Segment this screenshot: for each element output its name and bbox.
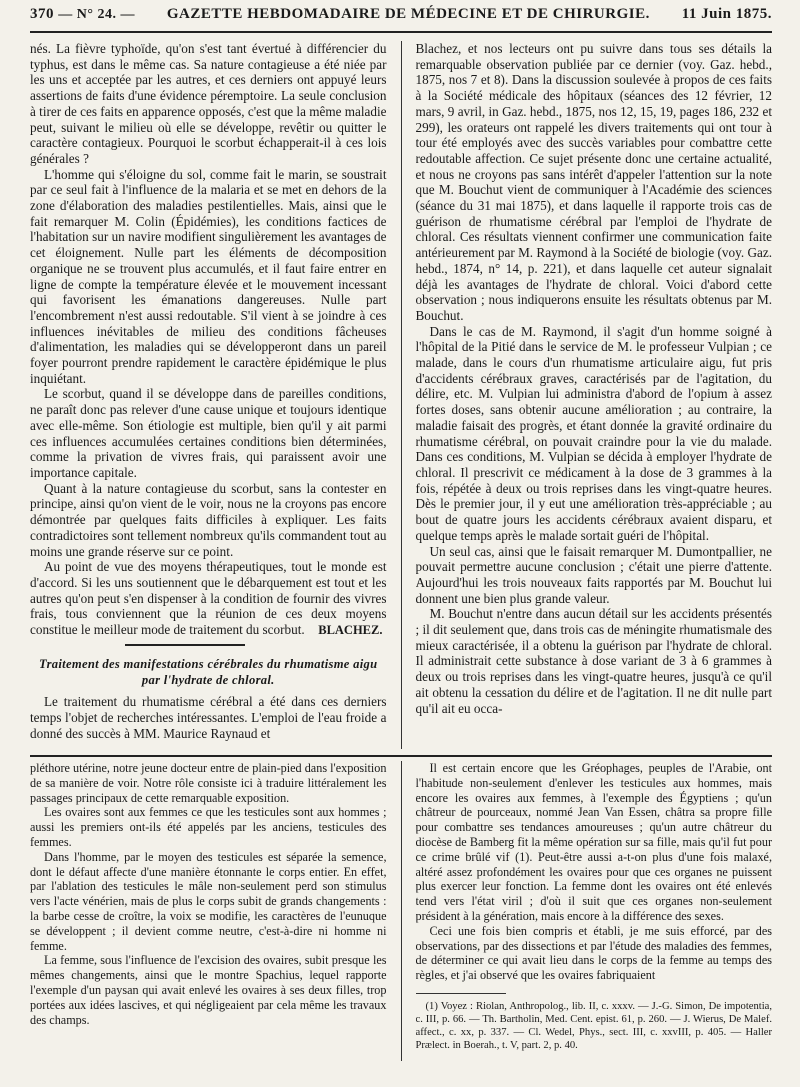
paragraph: Ceci une fois bien compris et établi, je me suis efforcé, par des observations, par des dissections et par l'étude des maladies des femmes, de déterminer ce qui avait lieu dans le corps de la femme au temps des règles, et j'ai observé que les ovaires fabriquaient (415, 923, 772, 983)
author-signature: BLACHEZ. (318, 622, 383, 637)
feuilleton-separator (30, 755, 772, 757)
paragraph: pléthore utérine, notre jeune docteur entre de plain-pied dans l'exposition de sa manière de voir. Notre rôle consiste ici à traduire littéralement les passages principaux de cette remarquable exposition. (30, 761, 387, 805)
paragraph: Le scorbut, quand il se développe dans de pareilles conditions, ne paraît donc pas relever d'une cause unique et toujours identique avec elle-même. Son étiologie est multiple, bien qu'il y ait parmi ces influences accumulées certaines conditions bien déterminées, comme la privation de vivres frais, qui paraissent avoir une importance capitale. (30, 386, 387, 480)
paragraph: Dans le cas de M. Raymond, il s'agit d'un homme soigné à l'hôpital de la Pitié dans le service de M. le professeur Vulpian ; ce malade, dans le cours d'un rhumatisme articulaire aigu, fut pris d'accidents cérébraux graves, caractérisés par de l'agitation, du délire, etc. M. Vulpian lui administra d'abord de l'opium à assez fortes doses, sans obtenir aucune amélioration ; au contraire, la maladie faisait des progrès, et étant donnée la gravité ordinaire du rhumatisme cérébral, on pouvait craindre pour la vie du malade. Dans ces conditions, M. Vulpian se décida à employer l'hydrate de chloral. Il prescrivit ce médicament à la dose de 3 grammes à la fois, répétée à deux ou trois reprises dans les vingt-quatre heures. Dès le premier jour, il y eut une amélioration très-appréciable ; au bout de quatre jours les accidents cérébraux avaient disparu, et quelque temps après le malade sortait guéri de l'hôpital. (415, 323, 772, 543)
paragraph: Le traitement du rhumatisme cérébral a été dans ces derniers temps l'objet de recherches intéressantes. L'emploi de l'eau froide a donné des succès à MM. Maurice Raynaud et (30, 694, 387, 741)
journal-title: GAZETTE HEBDOMADAIRE DE MÉDECINE ET DE CHIRURGIE. (166, 6, 650, 22)
paragraph: nés. La fièvre typhoïde, qu'on s'est tant évertué à différencier du typhus, est dans le même cas. Sa nature contagieuse a été niée par les uns et acceptée par les autres, et ces derniers ont appuyé leurs assertions de faits d'une évidence péremptoire. La seule conclusion à tirer de ces faits en apparence opposés, c'est que la même maladie peut, suivant le milieu où elle se développe, revêtir ou quitter le caractère contagieux. Pourquoi le scorbut échapperait-il à ces lois générales ? (30, 41, 387, 166)
bottom-right-column (416, 761, 773, 1061)
issue-date: 11 Juin 1875. (681, 6, 772, 22)
bottom-left-column (30, 761, 387, 1061)
paragraph: La femme, sous l'influence de l'excision des ovaires, subit presque les mêmes changements, ainsi que le montre Spachius, lequel rapporte l'exemple d'un paysan qui avait enlevé les ovaires à ses deux filles, trop portées aux idées lascives, et qui négligeaient par cela même les travaux des champs. (30, 953, 387, 1027)
left-column (30, 41, 387, 749)
section-divider (125, 644, 245, 646)
page-header (30, 6, 772, 33)
column-rule (401, 41, 402, 749)
upper-columns (30, 41, 772, 749)
paragraph: Quant à la nature contagieuse du scorbut, sans la contester en principe, ainsi qu'on vient de le voir, nous ne la croyons pas encore démontrée par quelques faits difficiles à expliquer. Les faits contradictoires sont tellement nombreux qu'ils commandent tout au moins une grande réserve sur ce point. (30, 480, 387, 559)
footnote-text: (1) Voyez : Riolan, Anthropolog., lib. II, c. xxxv. — J.-G. Simon, De impotentia, c. III, p. 66. — Th. Bartholin, Med. Cent. epist. 61, p. 260. — J. Wierus, De Malef. affect., c. xx, p. 337. — Cl. Wedel, Phys., sect. III, c. xxvIII, p. 405. — Haller Prælect. in Boerah., t. V, part. 2, p. 40. (415, 1000, 772, 1051)
issue-number: — N° 24. — (58, 7, 135, 22)
paragraph: M. Bouchut n'entre dans aucun détail sur les accidents présentés ; il dit seulement que, dans trois cas de méningite rhumatismale des mieux caractérisée, il a obtenu la guérison par l'hydrate de chloral. Il administrait cette substance à dose variant de 3 à 6 grammes à deux ou trois reprises dans les vingt-quatre heures, jusqu'à ce qu'il ait obtenu la cessation du délire et de l'agitation. Il ne dit nulle part qu'il ait eu occa- (415, 606, 772, 716)
page-number: 370 (30, 6, 54, 22)
lower-columns (30, 761, 772, 1061)
paragraph: L'homme qui s'éloigne du sol, comme fait le marin, se soustrait par ce seul fait à l'influence de la malaria et se met en dehors de la zone d'élaboration des maladies pestilentielles. Mais, ainsi que le fait remarquer M. Colin (Épidémies), les conditions factices de l'habitation sur un navire modifient singulièrement les avantages de cet éloignement. Nulle part les éléments de décomposition organique ne se trouvent plus accumulés, et il faut faire entrer en ligne de compte la température élevée et le mouvement incessant qui favorisent les émanations dangereuses. Nulle part l'encombrement n'est aussi redoutable. S'il vient à se joindre à ces influences inévitables de milieu des conditions fâcheuses d'alimentation, les maladies qui se développeront dans un pareil foyer pourront prendre rapidement le caractère épidémique le plus inquiétant. (30, 166, 387, 386)
paragraph: Au point de vue des moyens thérapeutiques, tout le monde est d'accord. Si les uns soutiennent que le débarquement est tout et les autres qu'on peut s'en dispenser à la condition de fournir des vivres frais, tous conviennent que la réunion de ces deux moyens constitue le meilleur mode de traitement du scorbut. (30, 559, 387, 638)
paragraph: Il est certain encore que les Gréophages, peuples de l'Arabie, ont l'habitude non-seulement d'enlever les testicules aux hommes, mais encore les ovaires aux femmes, à l'exemple des Égyptiens ; qu'un châtreur de pourceaux, nommé Jean Van Essen, châtra sa propre fille pour combattre ses tendances amoureuses ; qu'un autre châtreur du diocèse de Bamberg fit la même opération sur sa fille, mais qu'il fut pour ce crime brûlé vif (1). Peut-être aussi a-t-on plus d'une fois malaxé, altéré assez profondément les ovaires pour que ces organes ne puissent plus exercer leur fonction. La femme dont les ovaires ont été enlevés tend vers l'état viril ; d'où il suit que ces organes non-seulement président à la génération, mais encore à la différence des sexes. (415, 761, 772, 923)
paragraph: Un seul cas, ainsi que le faisait remarquer M. Dumontpallier, ne pouvait permettre aucune conclusion ; c'était une pierre d'attente. Aujourd'hui les trois nouveaux faits rapportés par M. Bouchut lui donnent une bien plus grande valeur. (415, 543, 772, 606)
column-rule (401, 761, 402, 1061)
header-left (30, 6, 135, 23)
right-column (416, 41, 773, 749)
section-title: Traitement des manifestations cérébrales du rhumatisme aigu par l'hydrate de chloral. (39, 657, 378, 688)
paragraph: Dans l'homme, par le moyen des testicules est séparée la semence, dont le défaut affecte d'une manière étonnante le corps entier. En effet, par l'ablation des testicules le mâle non-seulement perd son stimulus vers l'acte vénérien, mais de plus le corps subit de grands changements : la barbe cesse de croître, la voix se modifie, les caractères de l'eunuque se développent ; il devient comme neutre, c'est-à-dire ni homme ni femme. (30, 849, 387, 953)
paragraph: Blachez, et nos lecteurs ont pu suivre dans tous ses détails la remarquable observation publiée par ce dernier (voy. Gaz. hebd., 1875, nos 7 et 8). Dans la discussion soulevée à propos de ces faits à la Société médicale des hôpitaux (séances des 12 février, 12 mars, 9 avril, in Gaz. hebd., 1875, nos 12, 15, 19, pages 186, 232 et 299), les orateurs ont rappelé les divers traitements qui ont tour à tour été employés avec des succès variables pour combattre cette redoutable affection. Ce sujet présente donc une certaine actualité, et nous ne croyons pas sans intérêt d'appeler l'attention sur la note que M. Bouchut vient de communiquer à l'Académie des sciences (séance du 31 mai 1875), et dans laquelle il rapporte trois cas de guérison de rhumatisme cérébral par l'emploi de l'hydrate de chloral. Ces résultats viennent confirmer une communication faite antérieurement par M. Raymond à la Société de biologie (voy. Gaz. hebd., 1874, n° 14, p. 221), et dans laquelle cet auteur signalait déjà les avantages de l'hydrate de chloral. Voici d'abord cette observation ; nous indiquerons ensuite les résultats obtenus par M. Bouchut. (415, 41, 772, 323)
footnote-rule (416, 993, 506, 994)
footnote (416, 1000, 773, 1052)
paragraph: Les ovaires sont aux femmes ce que les testicules sont aux hommes ; aussi les premiers ont-ils été appelés par les anciens, testicules des femmes. (30, 805, 387, 849)
